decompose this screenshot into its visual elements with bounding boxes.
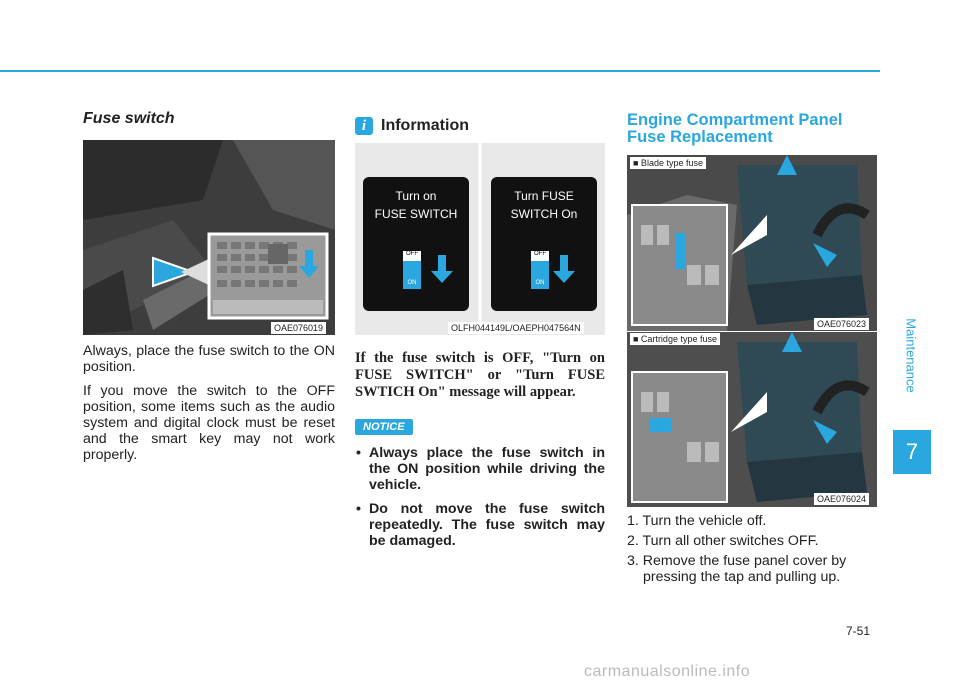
notice-badge: NOTICE bbox=[355, 419, 413, 435]
screen1-line1: Turn on bbox=[395, 189, 437, 203]
page-number: 7-51 bbox=[846, 624, 871, 638]
step-item: 1. Turn the vehicle off. bbox=[627, 513, 767, 529]
image-code: OAE076023 bbox=[814, 318, 869, 330]
paragraph: If you move the switch to the OFF position, some items such as the audio system and digital clock must be reset and the smart key may not work properly. bbox=[83, 383, 335, 463]
chapter-label: Maintenance bbox=[903, 317, 919, 393]
image-code: OLFH044149L/OAEPH047564N bbox=[448, 322, 584, 334]
info-icon: i bbox=[355, 117, 373, 135]
step-item: 2. Turn all other switches OFF. bbox=[627, 533, 819, 549]
info-text: If the fuse switch is OFF, "Turn on FUSE SWITCH" or "Turn FUSE SWTICH On" message will appear. bbox=[355, 350, 605, 400]
blade-fuse-tag: ■ Blade type fuse bbox=[630, 157, 706, 169]
information-title: Information bbox=[381, 117, 469, 134]
fuse-switch-heading: Fuse switch bbox=[83, 110, 175, 127]
cartridge-fuse-photo bbox=[627, 332, 877, 507]
right-heading bbox=[627, 112, 877, 146]
image-code: OAE076019 bbox=[271, 322, 326, 334]
left-column bbox=[83, 110, 335, 128]
section-heading-line1: Engine Compartment Panel bbox=[627, 111, 843, 129]
screen2-off: OFF bbox=[534, 251, 546, 257]
fuse-switch-photo bbox=[83, 140, 335, 335]
screen1-on: ON bbox=[407, 280, 417, 286]
screen2-line1: Turn FUSE bbox=[514, 189, 574, 203]
blade-fuse-photo bbox=[627, 155, 877, 331]
information-header bbox=[355, 117, 469, 135]
notice-bullet: • Do not move the fuse switch repeatedly. The fuse switch may be damaged. bbox=[355, 501, 605, 549]
screen2-on: ON bbox=[535, 280, 545, 286]
header-rule bbox=[0, 70, 880, 72]
step-item: 3. Remove the fuse panel cover by pressing the tap and pulling up. bbox=[627, 553, 847, 585]
screen2-line2: SWITCH On bbox=[510, 207, 578, 221]
screen1-line2: FUSE SWITCH bbox=[374, 207, 458, 221]
screen1-off: OFF bbox=[406, 251, 418, 257]
paragraph: Always, place the fuse switch to the ON position. bbox=[83, 343, 335, 375]
left-text bbox=[83, 343, 335, 471]
chapter-number: 7 bbox=[893, 430, 931, 474]
notice-bullet: • Always place the fuse switch in the ON position while driving the vehicle. bbox=[355, 445, 605, 493]
watermark: carmanualsonline.info bbox=[584, 663, 751, 680]
cluster-messages-image bbox=[355, 143, 605, 335]
steps-list bbox=[627, 513, 877, 589]
section-heading-line2: Fuse Replacement bbox=[627, 128, 773, 146]
image-code: OAE076024 bbox=[814, 493, 869, 505]
cartridge-fuse-tag: ■ Cartridge type fuse bbox=[630, 333, 720, 345]
middle-text bbox=[355, 350, 605, 557]
